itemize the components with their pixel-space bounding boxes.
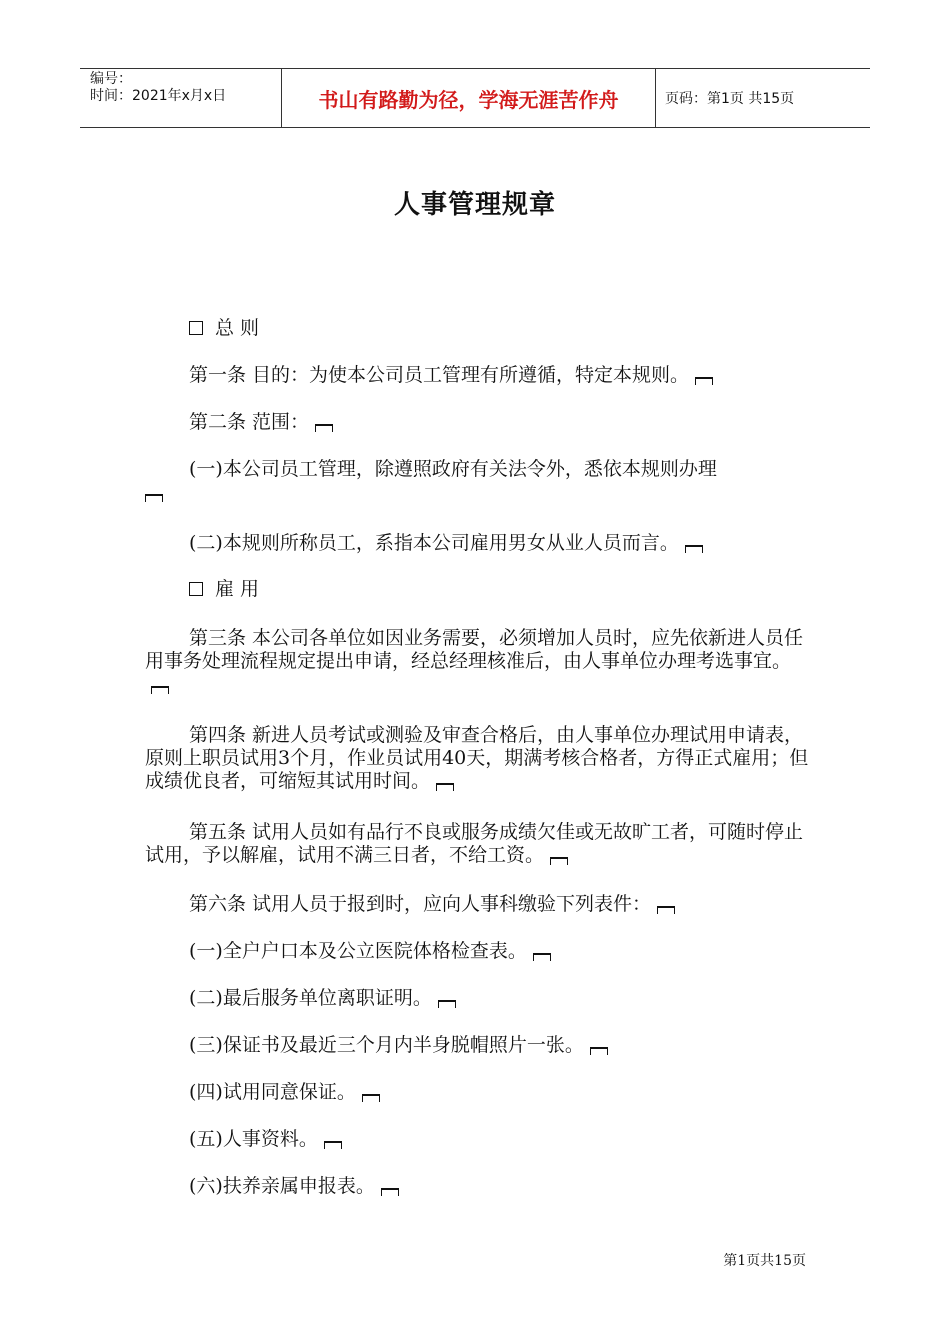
doc-time-label: 时间：2021年x月x日	[90, 88, 227, 104]
paragraph-mark-icon	[657, 906, 675, 914]
article-6-item-3: (三)保证书及最近三个月内半身脱帽照片一张。	[145, 1034, 810, 1057]
paragraph-mark-icon	[533, 953, 551, 961]
paragraph-mark-icon	[695, 377, 713, 385]
section-heading-general: 总 则	[145, 317, 810, 340]
paragraph-mark-icon	[315, 424, 333, 432]
article-6-item-5: (五)人事资料。	[145, 1128, 810, 1151]
page-footer: 第1页共15页	[723, 1253, 806, 1269]
article-3: 第三条 本公司各单位如因业务需要，必须增加人员时，应先依新进人员任 用事务处理流程规定提出申请，经总经理核准后，由人事单位办理考选事宜。	[145, 627, 810, 696]
paragraph-mark-icon	[381, 1188, 399, 1196]
paragraph-mark-icon	[550, 857, 568, 865]
article-2-item-2: (二)本规则所称员工，系指本公司雇用男女从业人员而言。	[145, 532, 810, 555]
paragraph-mark-icon	[590, 1047, 608, 1055]
checkbox-square-icon	[189, 582, 203, 596]
paragraph-mark-icon	[145, 494, 163, 502]
header-page-info: 页码：第1页 共15页	[665, 91, 795, 107]
article-1: 第一条 目的：为使本公司员工管理有所遵循，特定本规则。	[145, 364, 810, 387]
doc-number-label: 编号：	[90, 71, 132, 87]
article-6-item-1: (一)全户户口本及公立医院体格检查表。	[145, 940, 810, 963]
paragraph-mark-icon	[436, 783, 454, 791]
article-2-item-1: (一)本公司员工管理，除遵照政府有关法令外，悉依本规则办理	[145, 458, 810, 504]
checkbox-square-icon	[189, 321, 203, 335]
article-6: 第六条 试用人员于报到时，应向人事科缴验下列表件：	[145, 893, 810, 916]
article-4: 第四条 新进人员考试或测验及审查合格后，由人事单位办理试用申请表，原则上职员试用3个月，作业员试用40天，期满考核合格者，方得正式雇用；但成绩优良者，可缩短其试用时间。	[145, 724, 809, 792]
article-5: 第五条 试用人员如有品行不良或服务成绩欠佳或无故旷工者，可随时停止 试用，予以解雇，试用不满三日者，不给工资。	[145, 821, 804, 866]
section-heading-hiring: 雇 用	[145, 578, 810, 601]
paragraph-mark-icon	[685, 545, 703, 553]
paragraph-mark-icon	[324, 1141, 342, 1149]
page-header	[80, 68, 870, 128]
article-6-item-4: (四)试用同意保证。	[145, 1081, 810, 1104]
paragraph-mark-icon	[151, 686, 169, 694]
document-title: 人事管理规章	[393, 190, 556, 220]
article-6-item-6: (六)扶养亲属申报表。	[145, 1175, 810, 1198]
header-motto: 书山有路勤为径，学海无涯苦作舟	[281, 69, 656, 127]
paragraph-mark-icon	[438, 1000, 456, 1008]
paragraph-mark-icon	[362, 1094, 380, 1102]
article-2: 第二条 范围：	[145, 411, 810, 434]
article-6-item-2: (二)最后服务单位离职证明。	[145, 987, 810, 1010]
header-meta	[80, 69, 280, 127]
